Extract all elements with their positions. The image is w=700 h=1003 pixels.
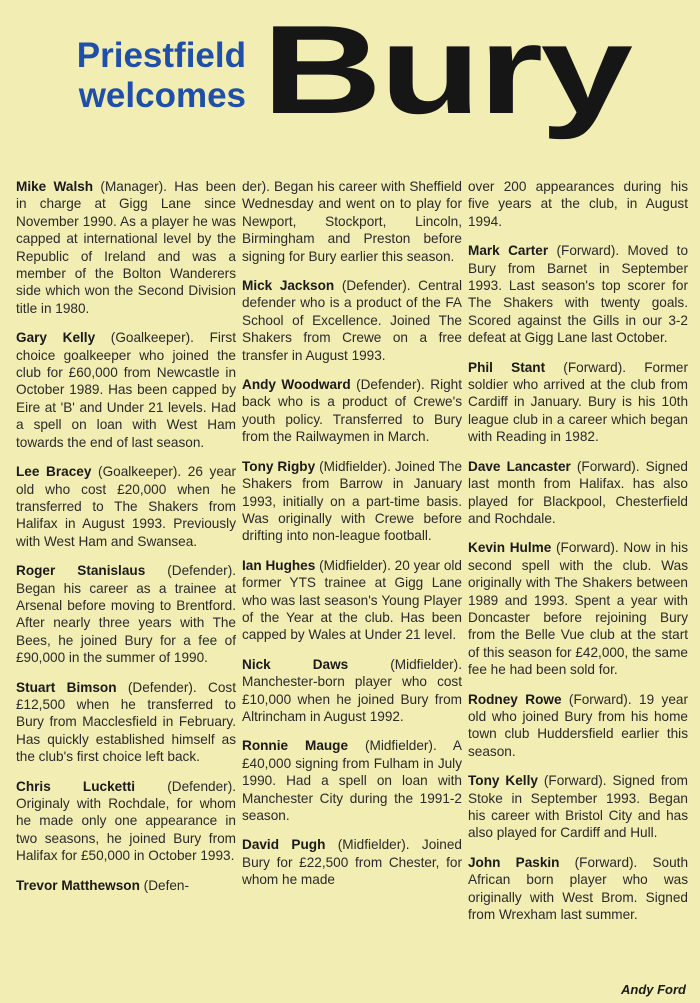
player-entry: [468, 458, 688, 528]
player-entry: [16, 329, 236, 451]
player-entry: [468, 178, 688, 230]
player-name: John Paskin: [468, 854, 560, 870]
player-name: Chris Lucketti: [16, 778, 136, 794]
player-description: (Defender). Central defender who is a product of the FA School of Excellence. Joined The Shakers from Crewe on a free transfer in August 1993.: [242, 278, 462, 363]
player-entry: [242, 737, 462, 824]
player-entry: [16, 562, 236, 666]
player-description: (Forward). South African born player who was originally with West Brom. Signed from Wrexham last summer.: [468, 854, 689, 923]
player-description: (Forward). Former soldier who arrived at the club from Cardiff in January. Bury is his 10th league club in a career which began with Reading in 1982.: [468, 359, 688, 445]
player-entry: [242, 376, 462, 446]
player-name: Mark Carter: [468, 243, 549, 259]
team-name-headline: Bury: [262, 0, 631, 140]
player-name: Trevor Matthewson: [16, 877, 140, 893]
player-name: Kevin Hulme: [468, 540, 552, 556]
player-description: (Midfielder). Joined Bury for £22,500 from Chester, for whom he made: [242, 837, 462, 888]
player-entry: [468, 691, 688, 761]
player-entry: [468, 772, 688, 842]
player-name: Lee Bracey: [16, 464, 92, 480]
player-entry: [16, 463, 236, 550]
player-description: (Goalkeeper). 26 year old who cost £20,000 when he transferred to The Shakers from Halifax in August 1993. Previously with West Ham and Swansea.: [16, 464, 236, 549]
article-body: [16, 178, 688, 935]
player-description: (Midfielder). Manchester-born player who cost £10,000 when he joined Bury from Altrincham in August 1992.: [242, 656, 462, 724]
player-entry: [16, 877, 236, 894]
player-name: David Pugh: [242, 837, 326, 853]
player-name: Gary Kelly: [16, 330, 96, 346]
player-name: Roger Stanislaus: [16, 563, 146, 579]
player-entry: [16, 778, 236, 865]
page-header: [0, 0, 700, 160]
player-description: (Defender). Right back who is a product of Crewe's youth policy. Transferred to Bury from the Railwaymen in March.: [242, 377, 462, 445]
player-name: Dave Lancaster: [468, 458, 571, 474]
player-entry: [468, 359, 688, 446]
player-description: (Defender). Cost £12,500 when he transferred to Bury from Macclesfield in February. Has quickly established himself as the club's first choice left back.: [16, 679, 236, 765]
player-name: Ian Hughes: [242, 557, 316, 573]
player-description: (Midfielder). A £40,000 signing from Fulham in July 1990. Had a spell on loan with Manchester City during the 1991-2 season.: [242, 738, 462, 823]
player-name: Stuart Bimson: [16, 679, 117, 695]
player-description: (Defender). Began his career as a trainee at Arsenal before moving to Brentford. After nearly three years with The Bees, he joined Bury for a fee of £90,000 in the summer of 1990.: [16, 563, 237, 666]
player-name: Tony Kelly: [468, 773, 538, 789]
player-description: (Forward). 19 year old who joined Bury from his home town club Huddersfield earlier this season.: [468, 691, 688, 759]
player-description: (Forward). Now in his second spell with the club. Was originally with The Shakers between 1989 and 1993. Spent a year with Doncaster before rejoining Bury from the Belle Vue club at the start of this season for £42,000, the same fee he had been sold for.: [468, 540, 688, 678]
player-entry: [242, 178, 462, 265]
player-entry: [468, 854, 688, 924]
player-name: Ronnie Mauge: [242, 738, 349, 754]
player-name: Tony Rigby: [242, 458, 316, 474]
column-3: [468, 178, 688, 935]
player-description: (Forward). Moved to Bury from Barnet in September 1993. Last season's top scorer for The Shakers with twenty goals. Scored against the Gills in our 3-2 defeat at Gigg Lane last October.: [468, 243, 689, 346]
player-entry: [242, 557, 462, 644]
player-name: Andy Woodward: [242, 377, 351, 393]
player-description: (Defender). Originaly with Rochdale, for whom he made only one appearance in two seasons, he joined Bury from Halifax for £50,000 in October 1993.: [16, 778, 236, 864]
headline-line-1: Priestfield: [76, 36, 246, 75]
player-entry: [16, 679, 236, 766]
player-description: (Midfielder). Joined The Shakers from Barrow in January 1993, initially on a part-time basis. Was originally with Crewe before drifting into non-league football.: [242, 458, 463, 544]
player-entry: [242, 458, 462, 545]
player-description: (Defen-: [139, 877, 189, 893]
player-entry: [16, 178, 236, 317]
player-entry: [242, 277, 462, 364]
player-entry: [242, 656, 462, 726]
player-entry: [468, 539, 688, 678]
player-description: (Midfielder). 20 year old former YTS trainee at Gigg Lane who was last season's Young Player of the Year at the club. Has been capped by Wales at Under 21 level.: [242, 557, 462, 643]
player-description: (Forward). Signed from Stoke in September 1993. Began his career with Bristol City and has also played for Cardiff and Hull.: [468, 773, 689, 841]
player-description: der). Began his career with Sheffield Wednesday and went on to play for Newport, Stockport, Lincoln, Birmingham and Preston before signing for Bury earlier this season.: [242, 179, 462, 264]
headline-welcome: [26, 36, 246, 116]
player-name: Nick Daws: [242, 656, 349, 672]
column-1: [16, 178, 236, 935]
player-description: (Goalkeeper). First choice goalkeeper who joined the club for £60,000 from Newcastle in October 1989. Has been capped by Eire at 'B' and Under 21 levels. Had a spell on loan with West Ham towards the end of last season.: [16, 330, 236, 450]
headline-line-2: welcomes: [78, 76, 246, 115]
player-name: Phil Stant: [468, 359, 546, 375]
column-2: [242, 178, 462, 935]
player-name: Rodney Rowe: [468, 691, 562, 707]
player-name: Mick Jackson: [242, 278, 335, 294]
player-description: (Manager). Has been in charge at Gigg Lane since November 1990. As a player he was capped at international level by the Republic of Ireland and was a member of the Bolton Wanderers side which won the Second Division title in 1980.: [16, 179, 236, 316]
player-entry: [468, 242, 688, 346]
player-name: Mike Walsh: [16, 179, 94, 194]
player-entry: [242, 836, 462, 888]
player-description: (Forward). Signed last month from Halifax. has also played for Blackpool, Chesterfield and Rochdale.: [468, 458, 688, 526]
player-description: over 200 appearances during his five years at the club, in August 1994.: [468, 179, 688, 229]
author-byline: Andy Ford: [621, 982, 686, 997]
